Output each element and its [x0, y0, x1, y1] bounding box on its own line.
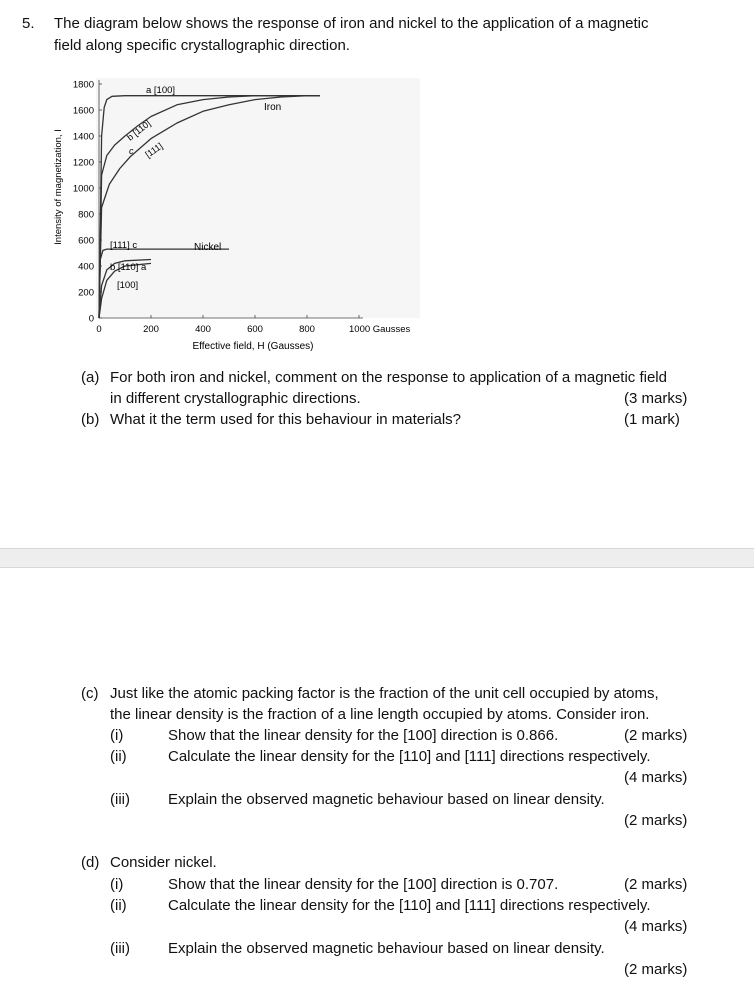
y-tick-label: 1400: [72, 131, 94, 143]
annotation-nickel: Nickel: [194, 242, 222, 253]
annotation-nickel-a: [100]: [117, 280, 139, 291]
plot-background: [96, 78, 420, 318]
question-text-line-2: field along specific crystallographic direction.: [54, 37, 350, 54]
part-d-ii-label: (ii): [110, 897, 127, 914]
y-tick-label: 200: [78, 287, 94, 299]
y-axis-label: Intensity of magnetization, I: [53, 129, 64, 245]
y-tick-label: 800: [78, 209, 94, 221]
y-tick-label: 1800: [72, 79, 94, 91]
part-d-text: Consider nickel.: [110, 854, 217, 871]
question-text-line-1: The diagram below shows the response of iron and nickel to the application of a magnetic: [54, 15, 649, 32]
part-c-iii-label: (iii): [110, 791, 130, 808]
x-axis-label: Effective field, H (Gausses): [192, 341, 314, 352]
part-a-label: (a): [81, 369, 100, 386]
question-number: 5.: [22, 15, 35, 32]
part-d-i-text: Show that the linear density for the [100] direction is 0.707.: [168, 876, 559, 893]
part-d-ii-text: Calculate the linear density for the [110] and [111] directions respectively.: [168, 897, 651, 914]
annotation-iron-b: b [110]: [125, 118, 153, 143]
part-c-ii-marks: (4 marks): [624, 769, 688, 786]
part-c-i-text: Show that the linear density for the [100] direction is 0.866.: [168, 727, 559, 744]
magnetization-chart: [50, 74, 420, 356]
y-tick-label: 400: [78, 261, 94, 273]
annotation-nickel-b: b [110] a: [110, 262, 147, 273]
x-tick-label: 1000 Gausses: [349, 324, 411, 335]
part-c-label: (c): [81, 685, 99, 702]
part-c-text-line-1: Just like the atomic packing factor is the fraction of the unit cell occupied by atoms,: [110, 685, 659, 702]
x-tick-label: 0: [96, 324, 102, 335]
annotation-iron-c-dir: [111]: [143, 140, 165, 160]
part-d-i-label: (i): [110, 876, 124, 893]
part-c-text-line-2: the linear density is the fraction of a line length occupied by atoms. Consider iron.: [110, 706, 650, 723]
annotation-iron-c: c: [129, 146, 134, 156]
part-d-i-marks: (2 marks): [624, 876, 688, 893]
y-tick-label: 0: [88, 313, 94, 325]
annotation-iron: Iron: [264, 102, 282, 113]
x-tick-label: 200: [143, 324, 159, 335]
part-b-text: What it the term used for this behaviour in materials?: [110, 411, 461, 428]
part-d-iii-label: (iii): [110, 940, 130, 957]
y-tick-label: 600: [78, 235, 94, 247]
part-d-ii-marks: (4 marks): [624, 918, 688, 935]
part-c-i-label: (i): [110, 727, 124, 744]
part-a-text-line-1: For both iron and nickel, comment on the response to application of a magnetic field: [110, 369, 667, 386]
part-a-marks: (3 marks): [624, 390, 688, 407]
y-tick-label: 1600: [72, 105, 94, 117]
page-break: [0, 548, 754, 568]
x-tick-label: 800: [299, 324, 315, 335]
part-d-iii-text: Explain the observed magnetic behaviour based on linear density.: [168, 940, 605, 957]
y-tick-label: 1000: [72, 183, 94, 195]
part-c-ii-label: (ii): [110, 748, 127, 765]
x-tick-label: 400: [195, 324, 211, 335]
part-b-label: (b): [81, 411, 100, 428]
part-c-ii-text: Calculate the linear density for the [110] and [111] directions respectively.: [168, 748, 651, 765]
part-a-text-line-2: in different crystallographic directions.: [110, 390, 361, 407]
part-c-i-marks: (2 marks): [624, 727, 688, 744]
annotation-nickel-c: [111] c: [110, 240, 138, 251]
annotation-iron-a: a [100]: [146, 85, 176, 96]
part-b-marks: (1 mark): [624, 411, 680, 428]
x-tick-label: 600: [247, 324, 263, 335]
part-d-label: (d): [81, 854, 100, 871]
part-c-iii-marks: (2 marks): [624, 812, 688, 829]
part-d-iii-marks: (2 marks): [624, 961, 688, 978]
part-c-iii-text: Explain the observed magnetic behaviour based on linear density.: [168, 791, 605, 808]
y-tick-label: 1200: [72, 157, 94, 169]
